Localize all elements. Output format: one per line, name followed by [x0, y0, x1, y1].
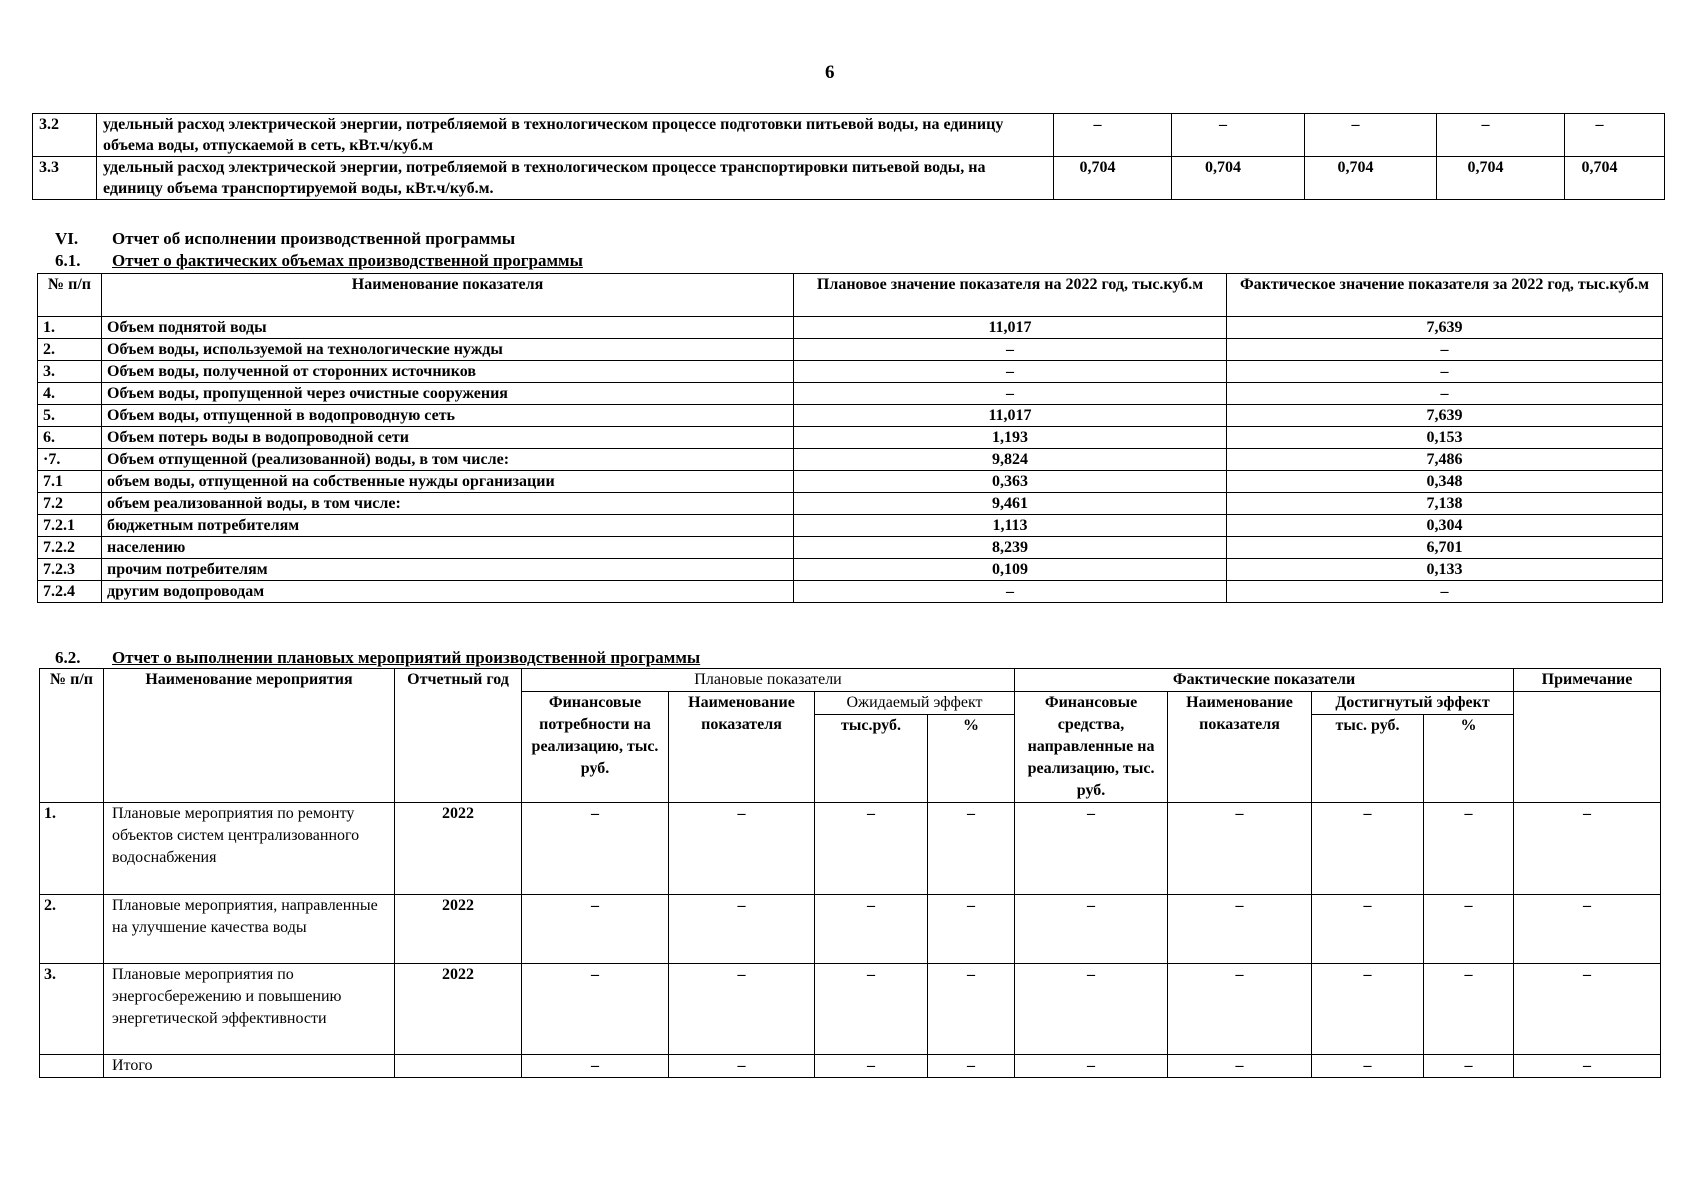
- value-cell: –: [1424, 964, 1514, 1055]
- row-name: Плановые мероприятия по ремонту объектов систем централизованного водоснабжения: [104, 803, 395, 895]
- value-cell: 0,704: [1172, 157, 1305, 200]
- column-header-plan-finance: Финансовые потребности на реализацию, тыс. руб.: [522, 692, 669, 803]
- row-number: 1.: [40, 803, 104, 895]
- row-number: 7.2: [38, 493, 102, 515]
- total-value-cell: –: [669, 1055, 815, 1078]
- column-header-name: Наименование показателя: [102, 274, 794, 317]
- value-cell: –: [522, 895, 669, 964]
- value-cell: –: [1312, 964, 1424, 1055]
- column-header-plan-effect: Ожидаемый эффект: [815, 692, 1015, 715]
- row-name: населению: [102, 537, 794, 559]
- plan-value: –: [794, 383, 1227, 405]
- fact-value: 0,304: [1227, 515, 1663, 537]
- production-volumes-table: [37, 273, 1663, 603]
- table-row: [38, 493, 1663, 515]
- section-heading-vi: [55, 229, 515, 249]
- plan-value: 11,017: [794, 317, 1227, 339]
- plan-value: –: [794, 361, 1227, 383]
- row-name: Объем воды, полученной от сторонних источников: [102, 361, 794, 383]
- planned-measures-table: [39, 668, 1661, 1078]
- value-cell: –: [1168, 895, 1312, 964]
- total-value-cell: –: [815, 1055, 928, 1078]
- value-cell: –: [1312, 803, 1424, 895]
- value-cell: –: [1514, 964, 1661, 1055]
- row-number: 5.: [38, 405, 102, 427]
- row-year: 2022: [395, 895, 522, 964]
- value-cell: –: [1424, 803, 1514, 895]
- value-cell: –: [815, 895, 928, 964]
- row-name: объем реализованной воды, в том числе:: [102, 493, 794, 515]
- value-cell: 0,704: [1565, 157, 1665, 200]
- note-header-cell: [1514, 692, 1661, 803]
- column-header-plan-indicator: Наименование показателя: [669, 692, 815, 803]
- total-num-cell: [40, 1055, 104, 1078]
- plan-value: –: [794, 581, 1227, 603]
- table-row: [38, 515, 1663, 537]
- value-cell: –: [669, 803, 815, 895]
- value-cell: 0,704: [1305, 157, 1437, 200]
- value-cell: –: [522, 964, 669, 1055]
- plan-value: 9,824: [794, 449, 1227, 471]
- fact-value: –: [1227, 339, 1663, 361]
- column-header-fact-effect: Достигнутый эффект: [1312, 692, 1514, 715]
- row-name: Объем воды, пропущенной через очистные сооружения: [102, 383, 794, 405]
- row-number: 3.2: [33, 114, 97, 157]
- column-header-plan-effect-rub: тыс.руб.: [815, 715, 928, 803]
- row-name: бюджетным потребителям: [102, 515, 794, 537]
- plan-value: –: [794, 339, 1227, 361]
- total-year-cell: [395, 1055, 522, 1078]
- row-number: 2.: [38, 339, 102, 361]
- row-number: 6.: [38, 427, 102, 449]
- column-header-note: Примечание: [1514, 669, 1661, 692]
- total-value-cell: –: [1514, 1055, 1661, 1078]
- section-title: Отчет об исполнении производственной программы: [112, 229, 516, 248]
- row-number: 7.1: [38, 471, 102, 493]
- table-row: [40, 895, 1661, 964]
- plan-value: 1,193: [794, 427, 1227, 449]
- table-row: [38, 559, 1663, 581]
- row-name: Объем воды, отпущенной в водопроводную сеть: [102, 405, 794, 427]
- table-row: [40, 803, 1661, 895]
- table-row: [33, 114, 1665, 157]
- column-group-plan: Плановые показатели: [522, 669, 1015, 692]
- row-year: 2022: [395, 803, 522, 895]
- plan-value: 1,113: [794, 515, 1227, 537]
- section-heading-6-1: [55, 251, 583, 271]
- row-number: 7.2.4: [38, 581, 102, 603]
- row-text: удельный расход электрической энергии, потребляемой в технологическом процессе транспортировки питьевой воды, на единицу объема транспортируемой воды, кВт.ч/куб.м.: [97, 157, 1054, 200]
- fact-value: –: [1227, 383, 1663, 405]
- plan-value: 9,461: [794, 493, 1227, 515]
- row-number: 3.: [40, 964, 104, 1055]
- fact-value: 7,486: [1227, 449, 1663, 471]
- value-cell: –: [1168, 803, 1312, 895]
- table-row: [38, 339, 1663, 361]
- column-header-fact-finance: Финансовые средства, направленные на реализацию, тыс. руб.: [1015, 692, 1168, 803]
- table-row: [38, 581, 1663, 603]
- row-name: Плановые мероприятия по энергосбережению и повышению энергетической эффективности: [104, 964, 395, 1055]
- value-cell: –: [1514, 803, 1661, 895]
- value-cell: –: [1015, 803, 1168, 895]
- column-header-name: Наименование мероприятия: [104, 669, 395, 803]
- table-row: [38, 537, 1663, 559]
- value-cell: –: [1305, 114, 1437, 157]
- section-heading-6-2: [55, 648, 700, 668]
- column-header-fact-effect-rub: тыс. руб.: [1312, 715, 1424, 803]
- fact-value: 7,138: [1227, 493, 1663, 515]
- row-name: Объем отпущенной (реализованной) воды, в том числе:: [102, 449, 794, 471]
- fact-value: –: [1227, 361, 1663, 383]
- total-value-cell: –: [1312, 1055, 1424, 1078]
- column-header-plan: Плановое значение показателя на 2022 год, тыс.куб.м: [794, 274, 1227, 317]
- column-header-year: Отчетный год: [395, 669, 522, 803]
- row-name: другим водопроводам: [102, 581, 794, 603]
- row-number: ·7.: [38, 449, 102, 471]
- row-number: 2.: [40, 895, 104, 964]
- column-header-num: № п/п: [40, 669, 104, 803]
- total-value-cell: –: [1015, 1055, 1168, 1078]
- column-header-fact: Фактическое значение показателя за 2022 год, тыс.куб.м: [1227, 274, 1663, 317]
- value-cell: –: [1054, 114, 1172, 157]
- row-name: прочим потребителям: [102, 559, 794, 581]
- value-cell: –: [1424, 895, 1514, 964]
- row-number: 3.3: [33, 157, 97, 200]
- row-name: Объем поднятой воды: [102, 317, 794, 339]
- total-value-cell: –: [522, 1055, 669, 1078]
- column-header-plan-effect-pct: %: [928, 715, 1015, 803]
- value-cell: –: [1168, 964, 1312, 1055]
- plan-value: 8,239: [794, 537, 1227, 559]
- fact-value: 0,133: [1227, 559, 1663, 581]
- table-row: [40, 964, 1661, 1055]
- table-row: [38, 449, 1663, 471]
- value-cell: –: [1514, 895, 1661, 964]
- row-number: 1.: [38, 317, 102, 339]
- total-value-cell: –: [928, 1055, 1015, 1078]
- row-name: объем воды, отпущенной на собственные нужды организации: [102, 471, 794, 493]
- table-row: [38, 361, 1663, 383]
- row-text: удельный расход электрической энергии, потребляемой в технологическом процессе подготовки питьевой воды, на единицу объема воды, отпускаемой в сеть, кВт.ч/куб.м: [97, 114, 1054, 157]
- value-cell: –: [1437, 114, 1565, 157]
- total-label: Итого: [104, 1055, 395, 1078]
- value-cell: –: [1015, 964, 1168, 1055]
- column-header-fact-effect-pct: %: [1424, 715, 1514, 803]
- value-cell: 0,704: [1054, 157, 1172, 200]
- fact-value: 0,153: [1227, 427, 1663, 449]
- section-number: 6.2.: [55, 648, 81, 667]
- table-row: [38, 317, 1663, 339]
- row-name: Плановые мероприятия, направленные на улучшение качества воды: [104, 895, 395, 964]
- plan-value: 11,017: [794, 405, 1227, 427]
- value-cell: –: [669, 895, 815, 964]
- column-header-num: № п/п: [38, 274, 102, 317]
- value-cell: –: [669, 964, 815, 1055]
- row-number: 7.2.2: [38, 537, 102, 559]
- table-row: [33, 157, 1665, 200]
- table-row: [38, 471, 1663, 493]
- value-cell: –: [815, 803, 928, 895]
- row-number: 7.2.3: [38, 559, 102, 581]
- value-cell: –: [928, 803, 1015, 895]
- value-cell: –: [1312, 895, 1424, 964]
- value-cell: –: [1015, 895, 1168, 964]
- value-cell: –: [1565, 114, 1665, 157]
- row-name: Объем воды, используемой на технологические нужды: [102, 339, 794, 361]
- value-cell: 0,704: [1437, 157, 1565, 200]
- plan-value: 0,109: [794, 559, 1227, 581]
- row-year: 2022: [395, 964, 522, 1055]
- section-number: VI.: [55, 229, 79, 248]
- row-number: 4.: [38, 383, 102, 405]
- table-header-row: [40, 669, 1661, 692]
- page-number: 6: [825, 62, 835, 83]
- plan-value: 0,363: [794, 471, 1227, 493]
- column-header-fact-indicator: Наименование показателя: [1168, 692, 1312, 803]
- fact-value: 6,701: [1227, 537, 1663, 559]
- table-row: [38, 383, 1663, 405]
- energy-consumption-table: [32, 113, 1665, 200]
- table-row: [38, 405, 1663, 427]
- row-number: 7.2.1: [38, 515, 102, 537]
- section-title: Отчет о выполнении плановых мероприятий производственной программы: [112, 648, 701, 667]
- table-row: [38, 427, 1663, 449]
- fact-value: 7,639: [1227, 317, 1663, 339]
- row-name: Объем потерь воды в водопроводной сети: [102, 427, 794, 449]
- value-cell: –: [928, 895, 1015, 964]
- section-number: 6.1.: [55, 251, 81, 270]
- table-total-row: [40, 1055, 1661, 1078]
- fact-value: –: [1227, 581, 1663, 603]
- row-number: 3.: [38, 361, 102, 383]
- value-cell: –: [815, 964, 928, 1055]
- fact-value: 0,348: [1227, 471, 1663, 493]
- value-cell: –: [928, 964, 1015, 1055]
- total-value-cell: –: [1168, 1055, 1312, 1078]
- table-header-row: [38, 274, 1663, 317]
- value-cell: –: [522, 803, 669, 895]
- fact-value: 7,639: [1227, 405, 1663, 427]
- section-title: Отчет о фактических объемах производственной программы: [112, 251, 583, 270]
- column-group-fact: Фактические показатели: [1015, 669, 1514, 692]
- total-value-cell: –: [1424, 1055, 1514, 1078]
- value-cell: –: [1172, 114, 1305, 157]
